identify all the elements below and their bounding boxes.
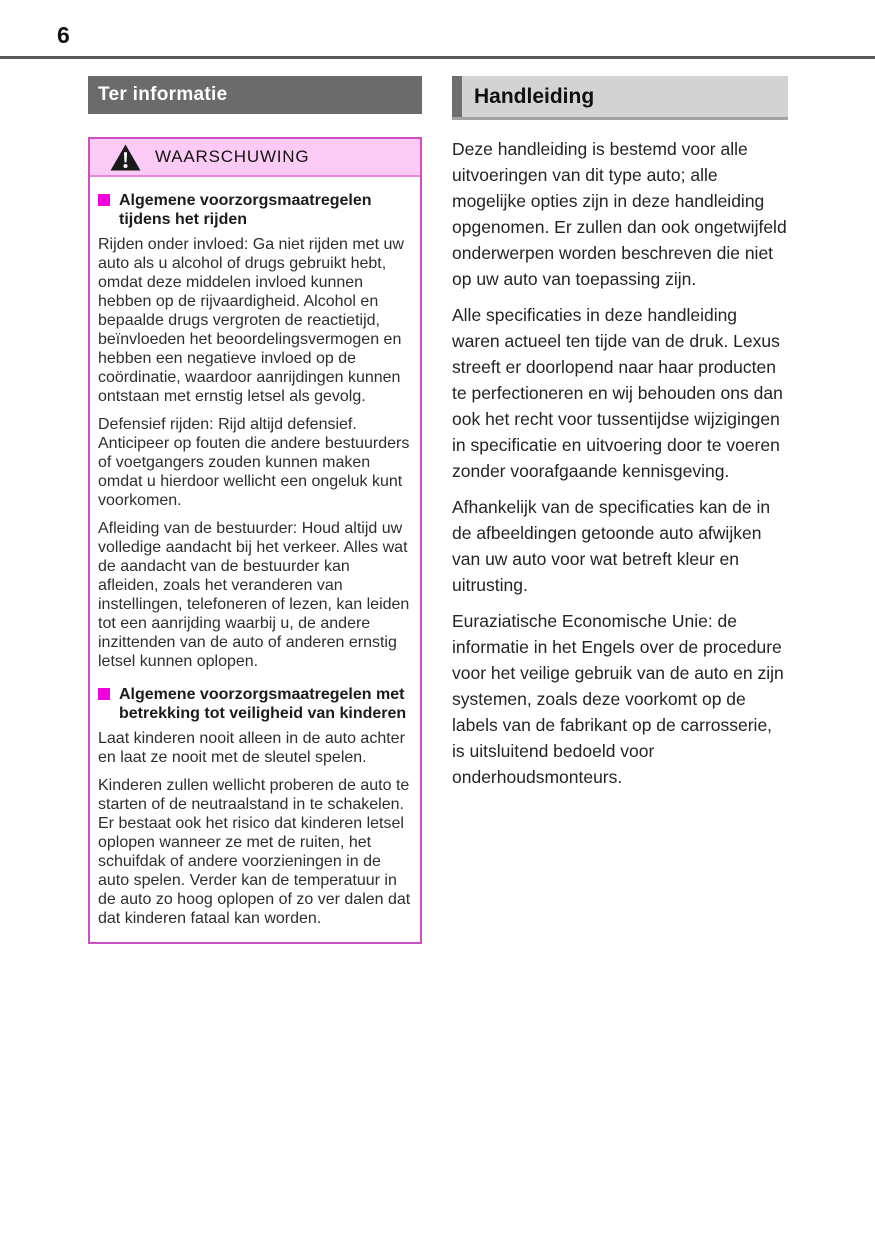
square-bullet-icon [98,688,110,700]
body-paragraph: Alle specificaties in deze handleiding waren actueel ten tijde van de druk. Lexus streeft er doorlopend naar haar producten te perfectioneren en wij behouden ons dan ook het recht voor tussentijdse wijzigingen in specificatie en uitvoering door te voeren zonder voorafgaande kennisgeving. [452,305,783,481]
square-bullet-icon [98,194,110,206]
right-column [452,76,788,800]
page-number: 6 [57,22,70,48]
content-columns [88,76,788,944]
warning-paragraph: Laat kinderen nooit alleen in de auto achter en laat ze nooit met de sleutel spelen. [98,730,405,766]
warning-paragraph: Kinderen zullen wellicht proberen de auto te starten of de neutraalstand in te schakelen. Er bestaat ook het risico dat kinderen letsel oplopen wanneer ze met de ruiten, het schuifdak of andere voorzieningen in de auto spelen. Verder kan de temperatuur in de auto zo hoog oplopen of zo ver dalen dat dat kinderen fataal kan worden. [98,777,411,927]
warning-header [90,139,420,177]
section-title: Ter informatie [98,84,228,105]
header-divider [0,56,875,59]
warning-section-heading [98,191,413,229]
warning-title: WAARSCHUWING [155,147,310,166]
body-paragraph: Afhankelijk van de specificaties kan de in de afbeeldingen getoonde auto afwijken van uw auto voor wat betreft kleur en uitrusting. [452,497,771,595]
warning-paragraph: Rijden onder invloed: Ga niet rijden met uw auto als u alcohol of drugs gebruikt hebt, omdat deze middelen invloed kunnen hebben op de rijvaardigheid. Alcohol en bepaalde drugs vergroten de reactietijd, beïnvloeden het beoordelingsvermogen en hebben een negatieve invloed op de coördinatie, waardoor aanrijdingen kunnen ontstaan met ernstig letsel als gevolg. [98,236,404,405]
body-paragraph: Euraziatische Economische Unie: de informatie in het Engels over de procedure voor het veilige gebruik van de auto en zijn systemen, zoals deze voorkomt op de labels van de fabrikant op de carrosserie, is uitsluitend bedoeld voor onderhoudsmonteurs. [452,611,784,787]
warning-section-heading-text: Algemene voorzorgsmaatregelen tijdens het rijden [119,192,372,228]
subsection-title-bar [452,76,788,120]
warning-paragraph: Afleiding van de bestuurder: Houd altijd uw volledige aandacht bij het verkeer. Alles wat de aandacht van de bestuurder kan afleiden, zoals het veranderen van instellingen, telefoneren of lezen, kan leiden tot een aanrijding waarbij u, de andere inzittenden van de auto of anderen ernstig letsel kunnen oplopen. [98,520,410,670]
warning-section-heading [98,685,413,723]
warning-triangle-icon [110,144,141,171]
subsection-title: Handleiding [474,84,595,108]
warning-paragraph: Defensief rijden: Rijd altijd defensief. Anticipeer op fouten die andere bestuurders of voetgangers zouden kunnen maken omdat u hierdoor wellicht een ongeluk kunt voorkomen. [98,416,410,509]
warning-section-heading-text: Algemene voorzorgsmaatregelen met betrekking tot veiligheid van kinderen [119,686,407,722]
warning-box [88,137,422,944]
body-paragraph: Deze handleiding is bestemd voor alle uitvoeringen van dit type auto; alle mogelijke opties zijn in deze handleiding opgenomen. Er zullen dan ook ongetwijfeld onderwerpen worden beschreven die niet op uw auto van toepassing zijn. [452,139,787,289]
section-title-bar [88,76,422,114]
warning-body [90,177,420,942]
left-column [88,76,422,944]
title-accent-bar [452,76,462,117]
